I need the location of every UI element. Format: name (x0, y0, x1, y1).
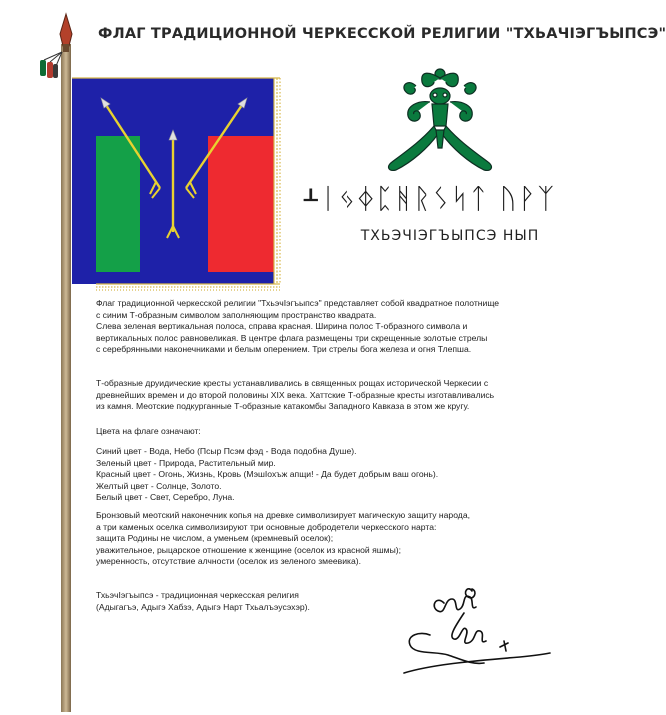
text-line: древнейших времен и до второй половины XIX века. Хаттские Т-образные кресты изготавливались (96, 389, 495, 400)
text-line: защита Родины не числом, а уменьем (кремневый оселок); (96, 533, 334, 544)
list-item: Зеленый цвет - Природа, Растительный мир. (96, 457, 276, 468)
page-title: ФЛАГ ТРАДИЦИОННОЙ ЧЕРКЕССКОЙ РЕЛИГИИ "ТХЬАЧIЭГЪЫПСЭ" (98, 26, 666, 42)
text-line: умеренность, отсутствие алчности (оселок из зеленого змеевика). (96, 556, 361, 567)
text-line: Т-образные друидические кресты устанавливались в священных рощах исторической Черкесии с (96, 378, 489, 388)
color-meanings-list (96, 446, 566, 504)
text-line: а три каменых оселка символизируют три основные добродетели черкесского нарта: (96, 521, 437, 532)
spearhead-icon (60, 14, 72, 46)
list-item: Белый цвет - Свет, Серебро, Луна. (96, 492, 235, 503)
list-item: Красный цвет - Огонь, Жизнь, Кровь (МэшIохъж апщи! - Да будет добрым ваш огонь). (96, 469, 439, 480)
text-line: (Адыгагъэ, Адыгэ Хабзэ, Адыгэ Нарт Тхьалъэусэхэр). (96, 601, 310, 612)
text-line: с серебрянными наконечниками и белым оперением. Три стрелы бога железа и огня Тлепша. (96, 344, 472, 355)
colors-heading-text: Цвета на флаге означают: (96, 426, 201, 436)
flag-pole (61, 44, 71, 712)
text-line: Флаг традиционной черкесской религии "ТхьэчIэгъыпсэ" представляет собой квадратное полотнище (96, 298, 500, 308)
whetstones-icon (40, 52, 62, 78)
text-line: из камня. Меотские подкурганные Т-образные катакомбы Западного Кавказа в этом же кругу. (96, 401, 470, 412)
signature-icon (400, 585, 560, 695)
crosses-paragraph (96, 378, 566, 413)
description-paragraph (96, 298, 566, 356)
text-line: с синим Т-образным символом заполняющим пространство квадрата. (96, 309, 377, 320)
tree-symbol-icon (378, 64, 502, 176)
text-line: уважительное, рыцарское отношение к женщине (оселок из красной яшмы); (96, 544, 401, 555)
circassian-script-caption: ᚆᛁᛃᛄᛈᚻᚱᛊᛋᛏ ᚢᚹᛉ (303, 182, 557, 215)
spear-paragraph (96, 510, 566, 568)
text-line: вертикальных полос равновеликая. В центре флага размещены три скрещенные золотые стрелы (96, 332, 488, 343)
text-line: Слева зеленая вертикальная полоса, справа красная. Ширина полос Т-образного символа и (96, 321, 468, 332)
text-line: Бронзовый меотский наконечник копья на древке символизирует магическую защиту народа, (96, 510, 470, 520)
colors-heading (96, 426, 566, 438)
religion-name-caption: ТХЬЭЧIЭГЪЫПСЭ НЫП (360, 228, 540, 244)
flag-cloth (72, 78, 280, 290)
list-item: Синий цвет - Вода, Небо (Псыр Псэм фэд - Вода подобна Душе). (96, 446, 357, 456)
list-item: Желтый цвет - Солнце, Золото. (96, 480, 222, 491)
text-line: ТхьэчIэгъыпсэ - традиционная черкесская религия (96, 590, 299, 600)
